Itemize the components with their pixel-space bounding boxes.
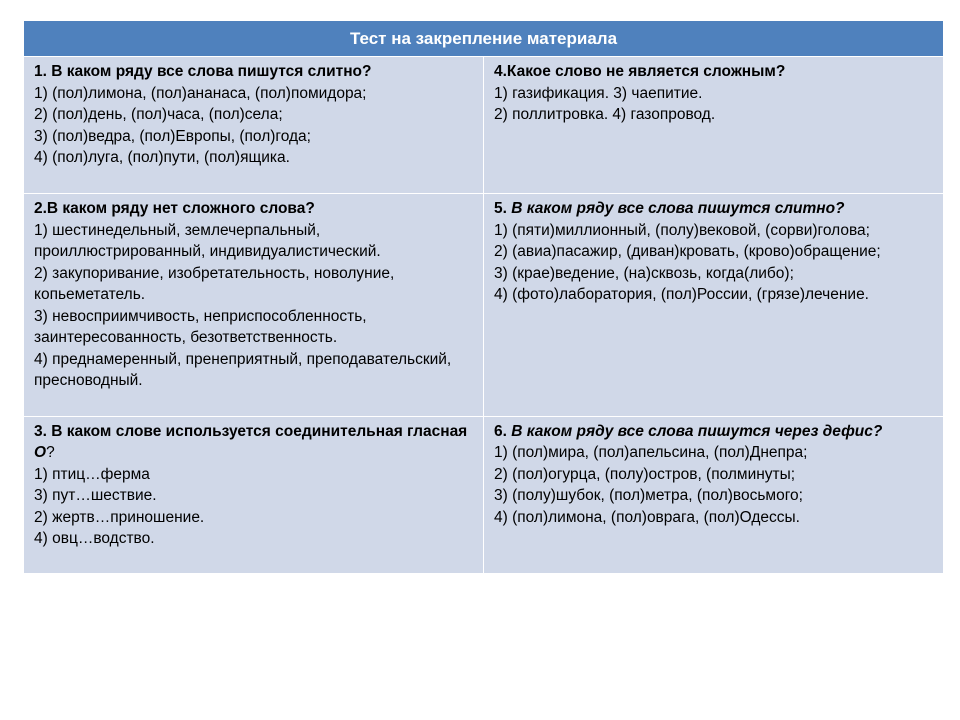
question-5-option-1: 1) (пяти)миллионный, (полу)вековой, (сорви)голова; [494, 221, 870, 239]
question-6-option-1: 1) (пол)мира, (пол)апельсина, (пол)Днепра; [494, 444, 808, 462]
question-6-number: 6. [494, 422, 507, 440]
question-2-option-2: 2) закупоривание, изобретательность, новолуние, копьеметатель. [34, 264, 395, 304]
question-4-option-1: 1) газификация. 3) чаепитие. [494, 84, 703, 102]
question-1-option-3: 3) (пол)ведра, (пол)Европы, (пол)года; [34, 127, 311, 145]
question-3-option-4: 4) овц…водство. [34, 530, 155, 548]
question-4-prompt: 4.Какое слово не является сложным? [494, 63, 786, 81]
question-3-option-3: 2) жертв…приношение. [34, 508, 205, 526]
question-1-option-4: 4) (пол)луга, (пол)пути, (пол)ящика. [34, 149, 290, 167]
question-5-option-4: 4) (фото)лаборатория, (пол)России, (грязе)лечение. [494, 286, 869, 304]
question-cell-1 [24, 57, 484, 194]
question-cell-3 [24, 416, 484, 573]
question-5-option-3: 3) (крае)ведение, (на)сквозь, когда(либо); [494, 264, 794, 282]
question-3-prompt: 3. В каком слове используется соединительная гласная [34, 422, 468, 440]
question-4-option-2: 2) поллитровка. 4) газопровод. [494, 106, 716, 124]
question-6-option-4: 4) (пол)лимона, (пол)оврага, (пол)Одессы. [494, 508, 800, 526]
question-6-prompt: В каком ряду все слова пишутся через дефис? [511, 422, 883, 440]
question-cell-2 [24, 194, 484, 416]
question-6-option-2: 2) (пол)огурца, (полу)остров, (полминуты; [494, 465, 796, 483]
question-2-option-1: 1) шестинедельный, землечерпальный, проиллюстрированный, индивидуалистический. [34, 221, 381, 261]
question-3-letter: О [34, 444, 47, 462]
table-title: Тест на закрепление материала [349, 28, 618, 48]
question-5-prompt: В каком ряду все слова пишутся слитно? [511, 200, 845, 218]
question-cell-5 [484, 194, 944, 416]
question-3-option-1: 1) птиц…ферма [34, 465, 150, 483]
question-1-prompt: 1. В каком ряду все слова пишутся слитно? [34, 63, 372, 81]
question-2-option-4: 4) преднамеренный, пренеприятный, преподавательский, пресноводный. [34, 350, 452, 390]
question-2-option-3: 3) невосприимчивость, неприспособленность, заинтересованность, безответственность. [34, 307, 367, 347]
question-3-mark: ? [46, 444, 55, 462]
question-6-option-3: 3) (полу)шубок, (пол)метра, (пол)восьмого; [494, 487, 803, 505]
question-1-option-2: 2) (пол)день, (пол)часа, (пол)села; [34, 106, 283, 124]
question-cell-4 [484, 57, 944, 194]
question-3-option-2: 3) пут…шествие. [34, 487, 157, 505]
question-1-option-1: 1) (пол)лимона, (пол)ананаса, (пол)помидора; [34, 84, 367, 102]
question-5-number: 5. [494, 200, 507, 218]
table-header [24, 21, 944, 57]
question-5-option-2: 2) (авиа)пасажир, (диван)кровать, (крово)обращение; [494, 243, 881, 261]
question-cell-6 [484, 416, 944, 573]
test-table [23, 20, 944, 574]
question-2-prompt: 2.В каком ряду нет сложного слова? [34, 200, 315, 218]
